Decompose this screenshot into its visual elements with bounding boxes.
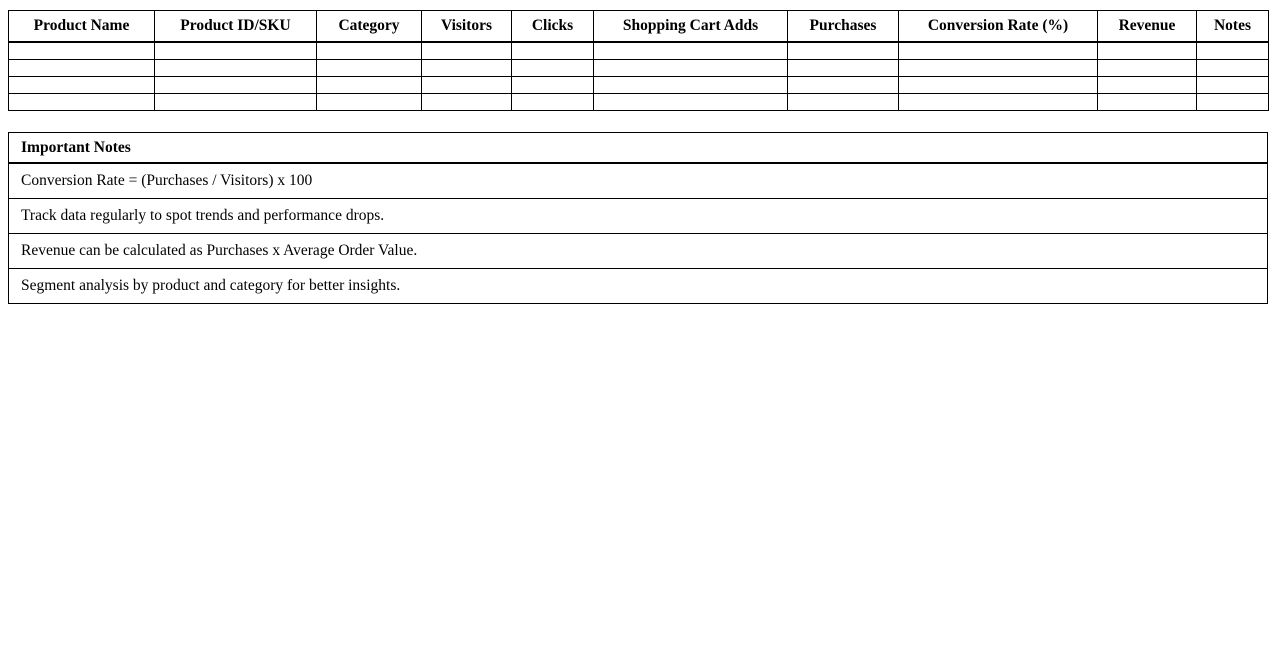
column-header-product-id-sku: Product ID/SKU — [155, 11, 317, 43]
metrics-cell — [155, 42, 317, 60]
metrics-cell — [317, 94, 422, 111]
column-header-product-name: Product Name — [9, 11, 155, 43]
note-row — [9, 269, 1268, 304]
metrics-cell — [594, 77, 788, 94]
metrics-cell — [9, 42, 155, 60]
metrics-cell — [594, 42, 788, 60]
metrics-cell — [1197, 60, 1269, 77]
metrics-cell — [155, 77, 317, 94]
notes-header-row — [9, 133, 1268, 164]
metrics-cell — [512, 94, 594, 111]
metrics-cell — [1098, 42, 1197, 60]
metrics-cell — [422, 42, 512, 60]
column-header-visitors: Visitors — [422, 11, 512, 43]
column-header-category: Category — [317, 11, 422, 43]
metrics-cell — [422, 94, 512, 111]
metrics-cell — [512, 42, 594, 60]
note-row — [9, 199, 1268, 234]
metrics-cell — [155, 94, 317, 111]
metrics-cell — [155, 60, 317, 77]
note-text: Track data regularly to spot trends and performance drops. — [9, 199, 1268, 234]
column-header-conversion-rate: Conversion Rate (%) — [899, 11, 1098, 43]
metrics-cell — [1197, 42, 1269, 60]
metrics-empty-row — [9, 42, 1269, 60]
metrics-cell — [788, 77, 899, 94]
metrics-cell — [899, 77, 1098, 94]
metrics-cell — [9, 94, 155, 111]
metrics-cell — [9, 60, 155, 77]
metrics-empty-row — [9, 77, 1269, 94]
column-header-notes: Notes — [1197, 11, 1269, 43]
metrics-cell — [422, 77, 512, 94]
metrics-cell — [788, 94, 899, 111]
note-text: Revenue can be calculated as Purchases x Average Order Value. — [9, 234, 1268, 269]
note-row — [9, 163, 1268, 199]
important-notes-title: Important Notes — [9, 133, 1268, 164]
metrics-cell — [1098, 77, 1197, 94]
column-header-clicks: Clicks — [512, 11, 594, 43]
metrics-cell — [899, 42, 1098, 60]
product-metrics-table — [8, 10, 1269, 111]
metrics-cell — [317, 42, 422, 60]
note-text: Segment analysis by product and category for better insights. — [9, 269, 1268, 304]
column-header-revenue: Revenue — [1098, 11, 1197, 43]
note-text: Conversion Rate = (Purchases / Visitors) x 100 — [9, 163, 1268, 199]
metrics-cell — [422, 60, 512, 77]
metrics-cell — [594, 94, 788, 111]
metrics-cell — [899, 94, 1098, 111]
metrics-cell — [317, 60, 422, 77]
metrics-cell — [9, 77, 155, 94]
note-row — [9, 234, 1268, 269]
metrics-cell — [1098, 60, 1197, 77]
column-header-shopping-cart-adds: Shopping Cart Adds — [594, 11, 788, 43]
metrics-cell — [788, 60, 899, 77]
metrics-cell — [594, 60, 788, 77]
metrics-cell — [899, 60, 1098, 77]
metrics-empty-row — [9, 94, 1269, 111]
metrics-cell — [1197, 77, 1269, 94]
column-header-purchases: Purchases — [788, 11, 899, 43]
metrics-header-row — [9, 11, 1269, 43]
metrics-cell — [512, 60, 594, 77]
metrics-empty-row — [9, 60, 1269, 77]
metrics-cell — [512, 77, 594, 94]
metrics-cell — [788, 42, 899, 60]
important-notes-table — [8, 132, 1268, 304]
metrics-cell — [317, 77, 422, 94]
metrics-cell — [1098, 94, 1197, 111]
metrics-cell — [1197, 94, 1269, 111]
